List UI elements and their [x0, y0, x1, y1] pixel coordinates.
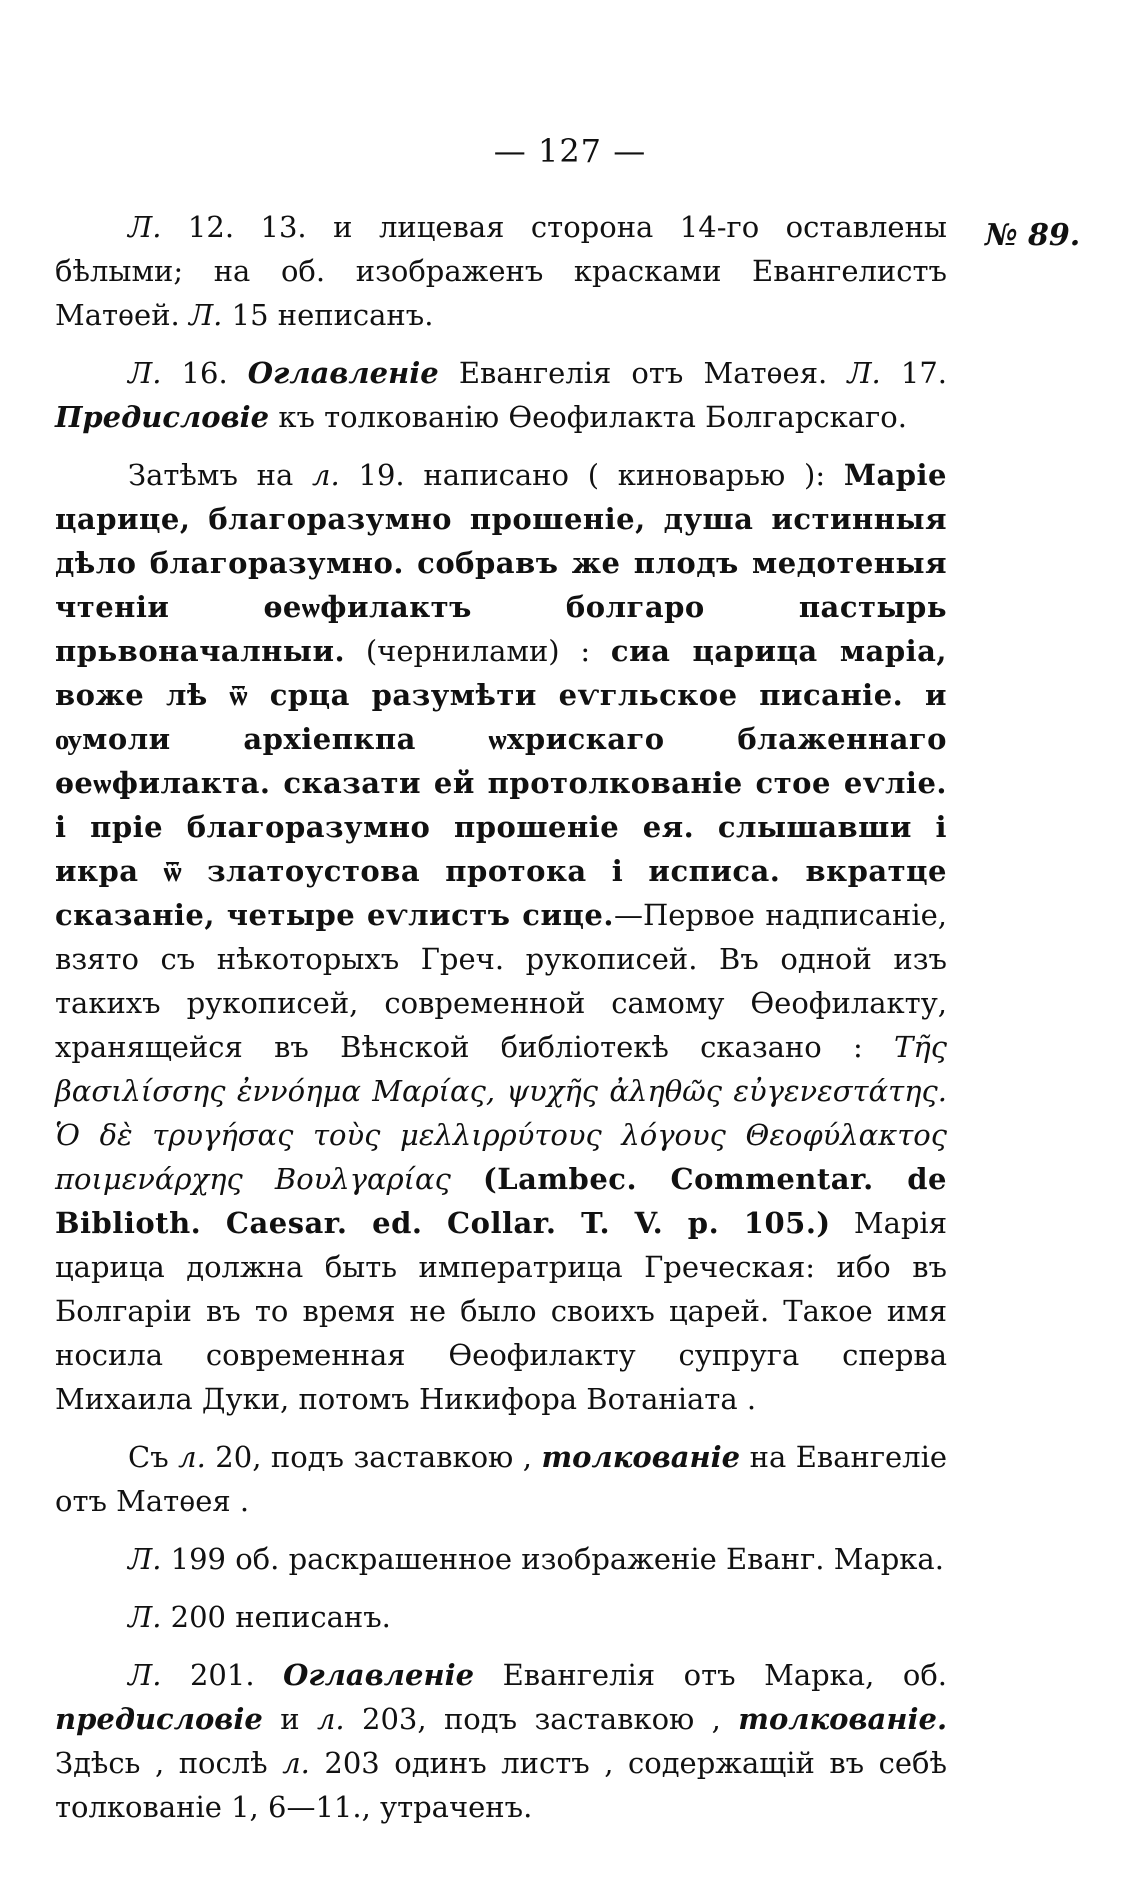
page-number: — 127 — [493, 132, 647, 170]
text-run: Евангелія отъ Марка, об. [502, 1658, 948, 1692]
leaf-abbrev: Л. [128, 1600, 162, 1634]
paragraph-6 [55, 1595, 947, 1639]
leaf-abbrev: л. [316, 1702, 345, 1736]
paragraph-4 [55, 1435, 947, 1523]
text-run: на Евангеліе отъ Матѳея . [55, 1440, 948, 1518]
text-run: 203 одинъ листъ , содержащій въ себѣ толкованіе 1, 6—11., утраченъ. [55, 1746, 947, 1824]
paragraph-1 [55, 205, 947, 337]
leaf-abbrev: л. [282, 1746, 310, 1780]
leaf-abbrev: Л. [847, 356, 881, 390]
leaf-abbrev: Л. [128, 1542, 162, 1576]
leaf-abbrev: Л. [128, 210, 162, 244]
italic-term: предисловіе [55, 1702, 263, 1736]
italic-term: толкованіе. [738, 1702, 948, 1736]
text-run: 15 неписанъ. [231, 298, 434, 332]
paragraph-5 [55, 1537, 947, 1581]
italic-term: Оглавленіе [247, 356, 439, 390]
leaf-abbrev: Л. [128, 356, 162, 390]
page-body [55, 205, 947, 1843]
italic-term: Оглавленіе [283, 1658, 475, 1692]
leaf-abbrev: Л. [128, 1658, 162, 1692]
church-slavonic-text: сиа царица маріа, воже лѣ ѿ срца разумѣти еѵгльское писаніе. и ѹмоли архіепкпа ѡхрискаго блаженнаго ѳеѡфилакта. сказати ей протолкованіе стое еѵліе. і пріе благоразумно прошеніе ея. слышавши і икра ѿ златоустова протока і исписа. вкратце сказаніе, четыре еѵлистъ сице. [55, 634, 948, 932]
text-run: 16. [181, 356, 228, 390]
text-run: (чернилами) : [365, 634, 591, 668]
text-run: Марія царица должна быть императрица Греческая: ибо въ Болгаріи въ то время не было своихъ царей. Такое имя носила современная Ѳеофилакту супруга сперва Михаила Дуки, потомъ Никифора Вотаніата . [55, 1206, 947, 1416]
text-run: 19. написано ( киноварью ): [358, 458, 826, 492]
manuscript-number: № 89. [985, 218, 1081, 253]
paragraph-2 [55, 351, 947, 439]
text-run: 201. [189, 1658, 255, 1692]
text-run: 199 об. раскрашенное изображеніе Еванг. Марка. [170, 1542, 944, 1576]
text-run: Здѣсь , послѣ [55, 1746, 268, 1780]
greek-quote: Τῆς βασιλίσσης ἐννόημα Μαρίας, ψυχῆς ἀληθῶς εὐγενεστάτης. Ὁ δὲ τρυγήσας τοὺς μελλιρρύτους λόγους Θεοφύλακτος ποιμενάρχης Βουλγαρίας [55, 1030, 948, 1196]
leaf-abbrev: л. [312, 458, 340, 492]
italic-term: Предисловіе [55, 400, 270, 434]
church-slavonic-text: Маріе царице, благоразумно прошеніе, душа истинныя дѣло благоразумно. собравъ же плодъ медотеныя чтеніи ѳеѡфилактъ болгаро пастырь прьвоначалныи. [55, 458, 948, 668]
text-run: 20, подъ заставкою , [215, 1440, 532, 1474]
text-run: —Первое надписаніе, взято съ нѣкоторыхъ Греч. рукописей. Въ одной изъ такихъ рукописей, современной самому Ѳеофилакту, хранящейся въ Вѣнской библіотекѣ сказано : [55, 898, 947, 1064]
text-run: Евангелія отъ Матѳея. [458, 356, 828, 390]
leaf-abbrev: л. [178, 1440, 206, 1474]
text-run: 200 неписанъ. [170, 1600, 391, 1634]
text-run: 12. 13. и лицевая сторона 14-го оставлены бѣлыми; на об. изображенъ красками Евангелистъ Матѳей. [55, 210, 948, 332]
text-run: 17. [900, 356, 948, 390]
text-run: и [280, 1702, 300, 1736]
paragraph-3 [55, 453, 947, 1421]
leaf-abbrev: Л. [188, 298, 223, 332]
italic-term: толкованіе [541, 1440, 741, 1474]
text-run: 203, подъ заставкою , [362, 1702, 721, 1736]
text-run: Съ [128, 1440, 169, 1474]
text-run: Затѣмъ на [128, 458, 294, 492]
paragraph-7 [55, 1653, 947, 1829]
text-run: къ толкованію Ѳеофилакта Болгарскаго. [278, 400, 907, 434]
citation: (Lambec. Commentar. de Biblioth. Caesar. ed. Collar. T. V. p. 105.) [55, 1162, 948, 1240]
